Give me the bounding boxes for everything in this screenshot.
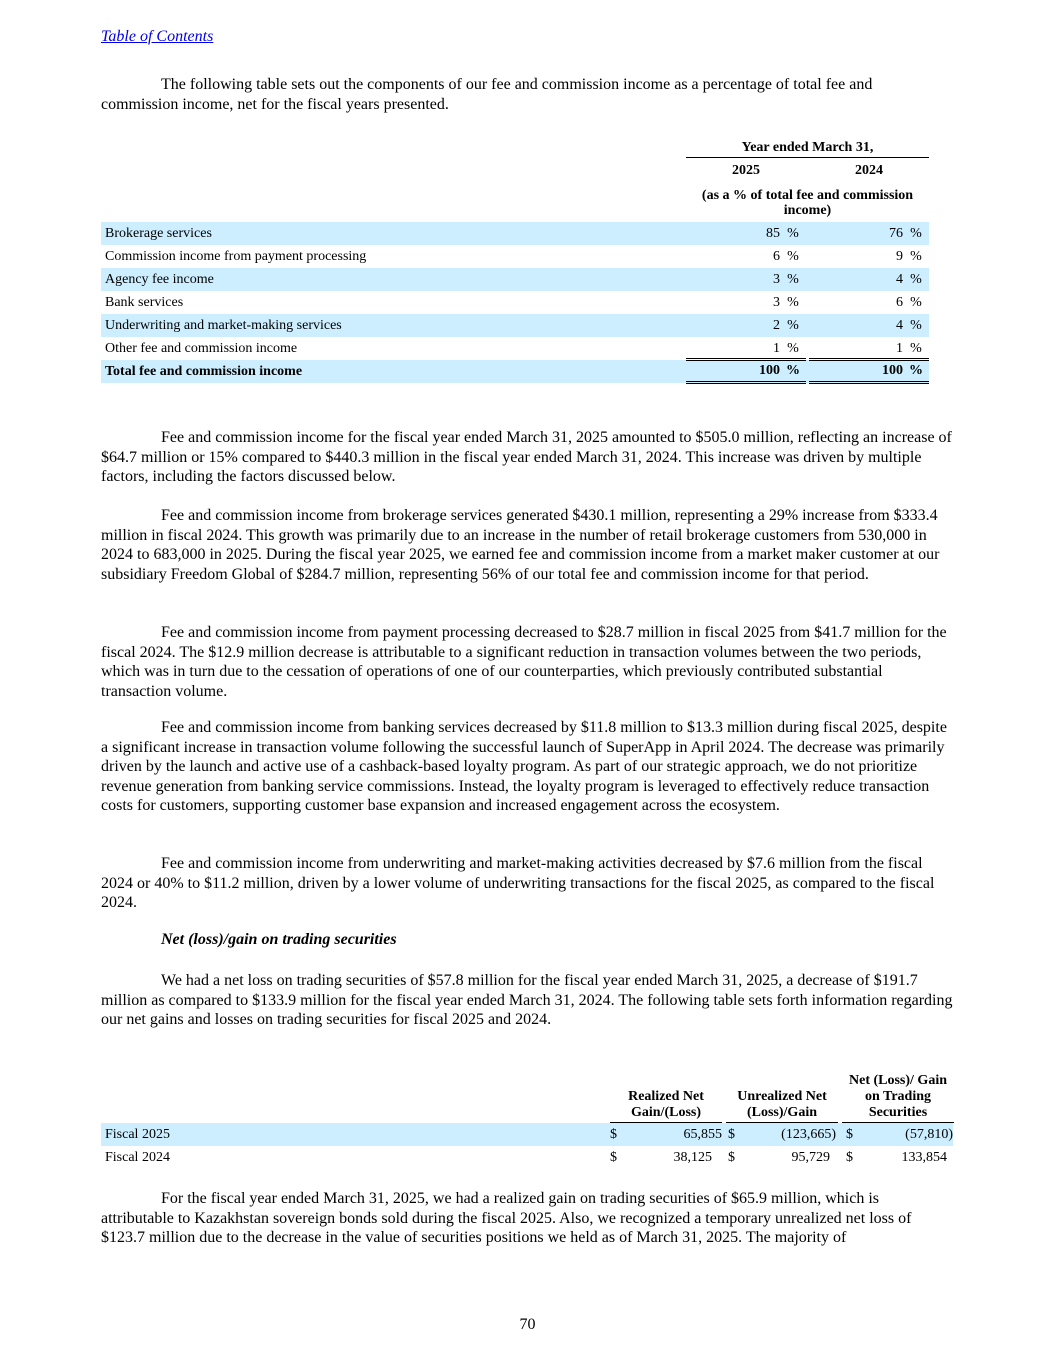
value-2024: 100 % [809,360,929,384]
column-2024: 2024 [855,163,883,178]
table-header [101,1057,953,1123]
paragraph-text: Fee and commission income from brokerage services generated $430.1 million, representing a 29% increase from $333.4 million in fiscal 2024. This growth was primarily due to an increase in the number of retail brokerage customers from 530,000 in 2024 to 683,000 in 2025. During the fiscal year 2025, we earned fee and commission income from a market maker customer at our subsidiary Freedom Global of $284.7 million, representing 56% of our total fee and commission income for that period. [101,507,940,583]
row-label: Fiscal 2024 [105,1150,170,1165]
column-2025: 2025 [732,163,760,178]
fee-commission-table [101,140,929,383]
value-2025: 3 % [773,272,799,287]
table-row [101,268,929,291]
net-value: 133,854 [901,1150,947,1165]
value-2025: 85 % [766,226,799,241]
row-label: Total fee and commission income [105,364,303,379]
paragraph-trading [101,971,953,1030]
unrealized-value: (123,665) [781,1127,836,1142]
paragraph-text: Fee and commission income from payment processing decreased to $28.7 million in fiscal 2025 from $41.7 million for the fiscal 2024. The $12.9 million decrease is attributable to a significant reduction in transaction volumes between the two periods, which was in turn due to the cessation of operations of one of our counterparties, which previously contributed substantial transaction volume. [101,624,947,700]
row-label: Agency fee income [105,272,214,287]
value-2024: 9 % [896,249,922,264]
realized-value: 38,125 [673,1150,712,1165]
paragraph-final [101,1189,953,1248]
realized-value: 65,855 [683,1127,722,1142]
paragraph-text: Fee and commission income for the fiscal year ended March 31, 2025 amounted to $505.0 million, reflecting an increase of $64.7 million or 15% compared to $440.3 million in the fiscal year ended March 31, 2024. This increase was driven by multiple factors, including the factors discussed below. [101,429,952,485]
value-2025: 6 % [773,249,799,264]
currency: $ [610,1127,617,1142]
value-2025: 100 % [686,360,806,384]
table-row [101,222,929,245]
header-unrealized: Unrealized Net (Loss)/Gain [726,1089,838,1123]
paragraph-payment [101,623,953,701]
value-2025: 2 % [773,318,799,333]
header-net: Net (Loss)/ Gain on Trading Securities [842,1073,954,1123]
paragraph-text: For the fiscal year ended March 31, 2025, we had a realized gain on trading securities of $65.9 million, which is attributable to Kazakhstan sovereign bonds sold during the fiscal 2025. Also, we recognized a temporary unrealized net loss of $123.7 million due to the decrease in the value of securities positions we held as of March 31, 2025. The majority of [101,1190,912,1246]
value-2025: 3 % [773,295,799,310]
page-number: 70 [519,1316,536,1333]
value-2025: 1 % [686,337,806,359]
value-2024: 76 % [889,226,922,241]
row-label: Underwriting and market-making services [105,318,342,333]
paragraph-text: We had a net loss on trading securities of $57.8 million for the fiscal year ended March 31, 2025, a decrease of $191.7 million as compared to $133.9 million for the fiscal year ended March 31, 2024. The following table sets forth information regarding our net gains and losses on trading securities for fiscal 2025 and 2024. [101,972,953,1028]
value-2024: 6 % [896,295,922,310]
header-realized: Realized Net Gain/(Loss) [610,1089,722,1123]
total-row [101,360,929,383]
section-heading: Net (loss)/gain on trading securities [161,931,397,948]
table-header [101,140,929,222]
unrealized-value: 95,729 [791,1150,830,1165]
currency: $ [728,1127,735,1142]
row-label: Fiscal 2025 [105,1127,170,1142]
paragraph-text: Fee and commission income from underwriting and market-making activities decreased by $7.6 million from the fiscal 2024 or 40% to $11.2 million, driven by a lower volume of underwriting transactions for the fiscal 2025, as compared to the fiscal 2024. [101,855,935,911]
column-subheader: (as a % of total fee and commission income) [701,188,914,218]
table-of-contents-link[interactable]: Table of Contents [101,28,214,45]
currency: $ [846,1127,853,1142]
table-row [101,337,929,360]
row-label: Bank services [105,295,184,310]
paragraph-text: Fee and commission income from banking services decreased by $11.8 million to $13.3 million during fiscal 2025, despite a significant increase in transaction volume following the successful launch of SuperApp in April 2024. The decrease was primarily driven by the launch and active use of a cashback-based loyalty program. As part of our strategic approach, we do not prioritize revenue generation from banking service commissions. Instead, the loyalty program is leveraged to effectively reduce transaction costs for customers, supporting customer base expansion and increased engagement across the ecosystem. [101,719,947,814]
table-row [101,291,929,314]
value-2024: 1 % [809,337,929,359]
table-row [101,314,929,337]
paragraph-banking [101,718,953,816]
row-label: Brokerage services [105,226,212,241]
table-row [101,1146,953,1169]
value-2024: 4 % [896,272,922,287]
net-value: (57,810) [905,1127,953,1142]
year-ended-header: Year ended March 31, [686,140,929,158]
paragraph-underwriting [101,854,953,913]
paragraph-fee-total [101,428,953,487]
currency: $ [728,1150,735,1165]
row-label: Commission income from payment processing [105,249,367,264]
intro-paragraph [101,75,953,114]
currency: $ [610,1150,617,1165]
table-row [101,245,929,268]
paragraph-brokerage [101,506,953,584]
intro-text: The following table sets out the components of our fee and commission income as a percentage of total fee and commission income, net for the fiscal years presented. [101,76,873,113]
row-label: Other fee and commission income [105,341,298,356]
value-2024: 4 % [896,318,922,333]
currency: $ [846,1150,853,1165]
table-row [101,1123,953,1146]
trading-securities-table [101,1057,953,1169]
